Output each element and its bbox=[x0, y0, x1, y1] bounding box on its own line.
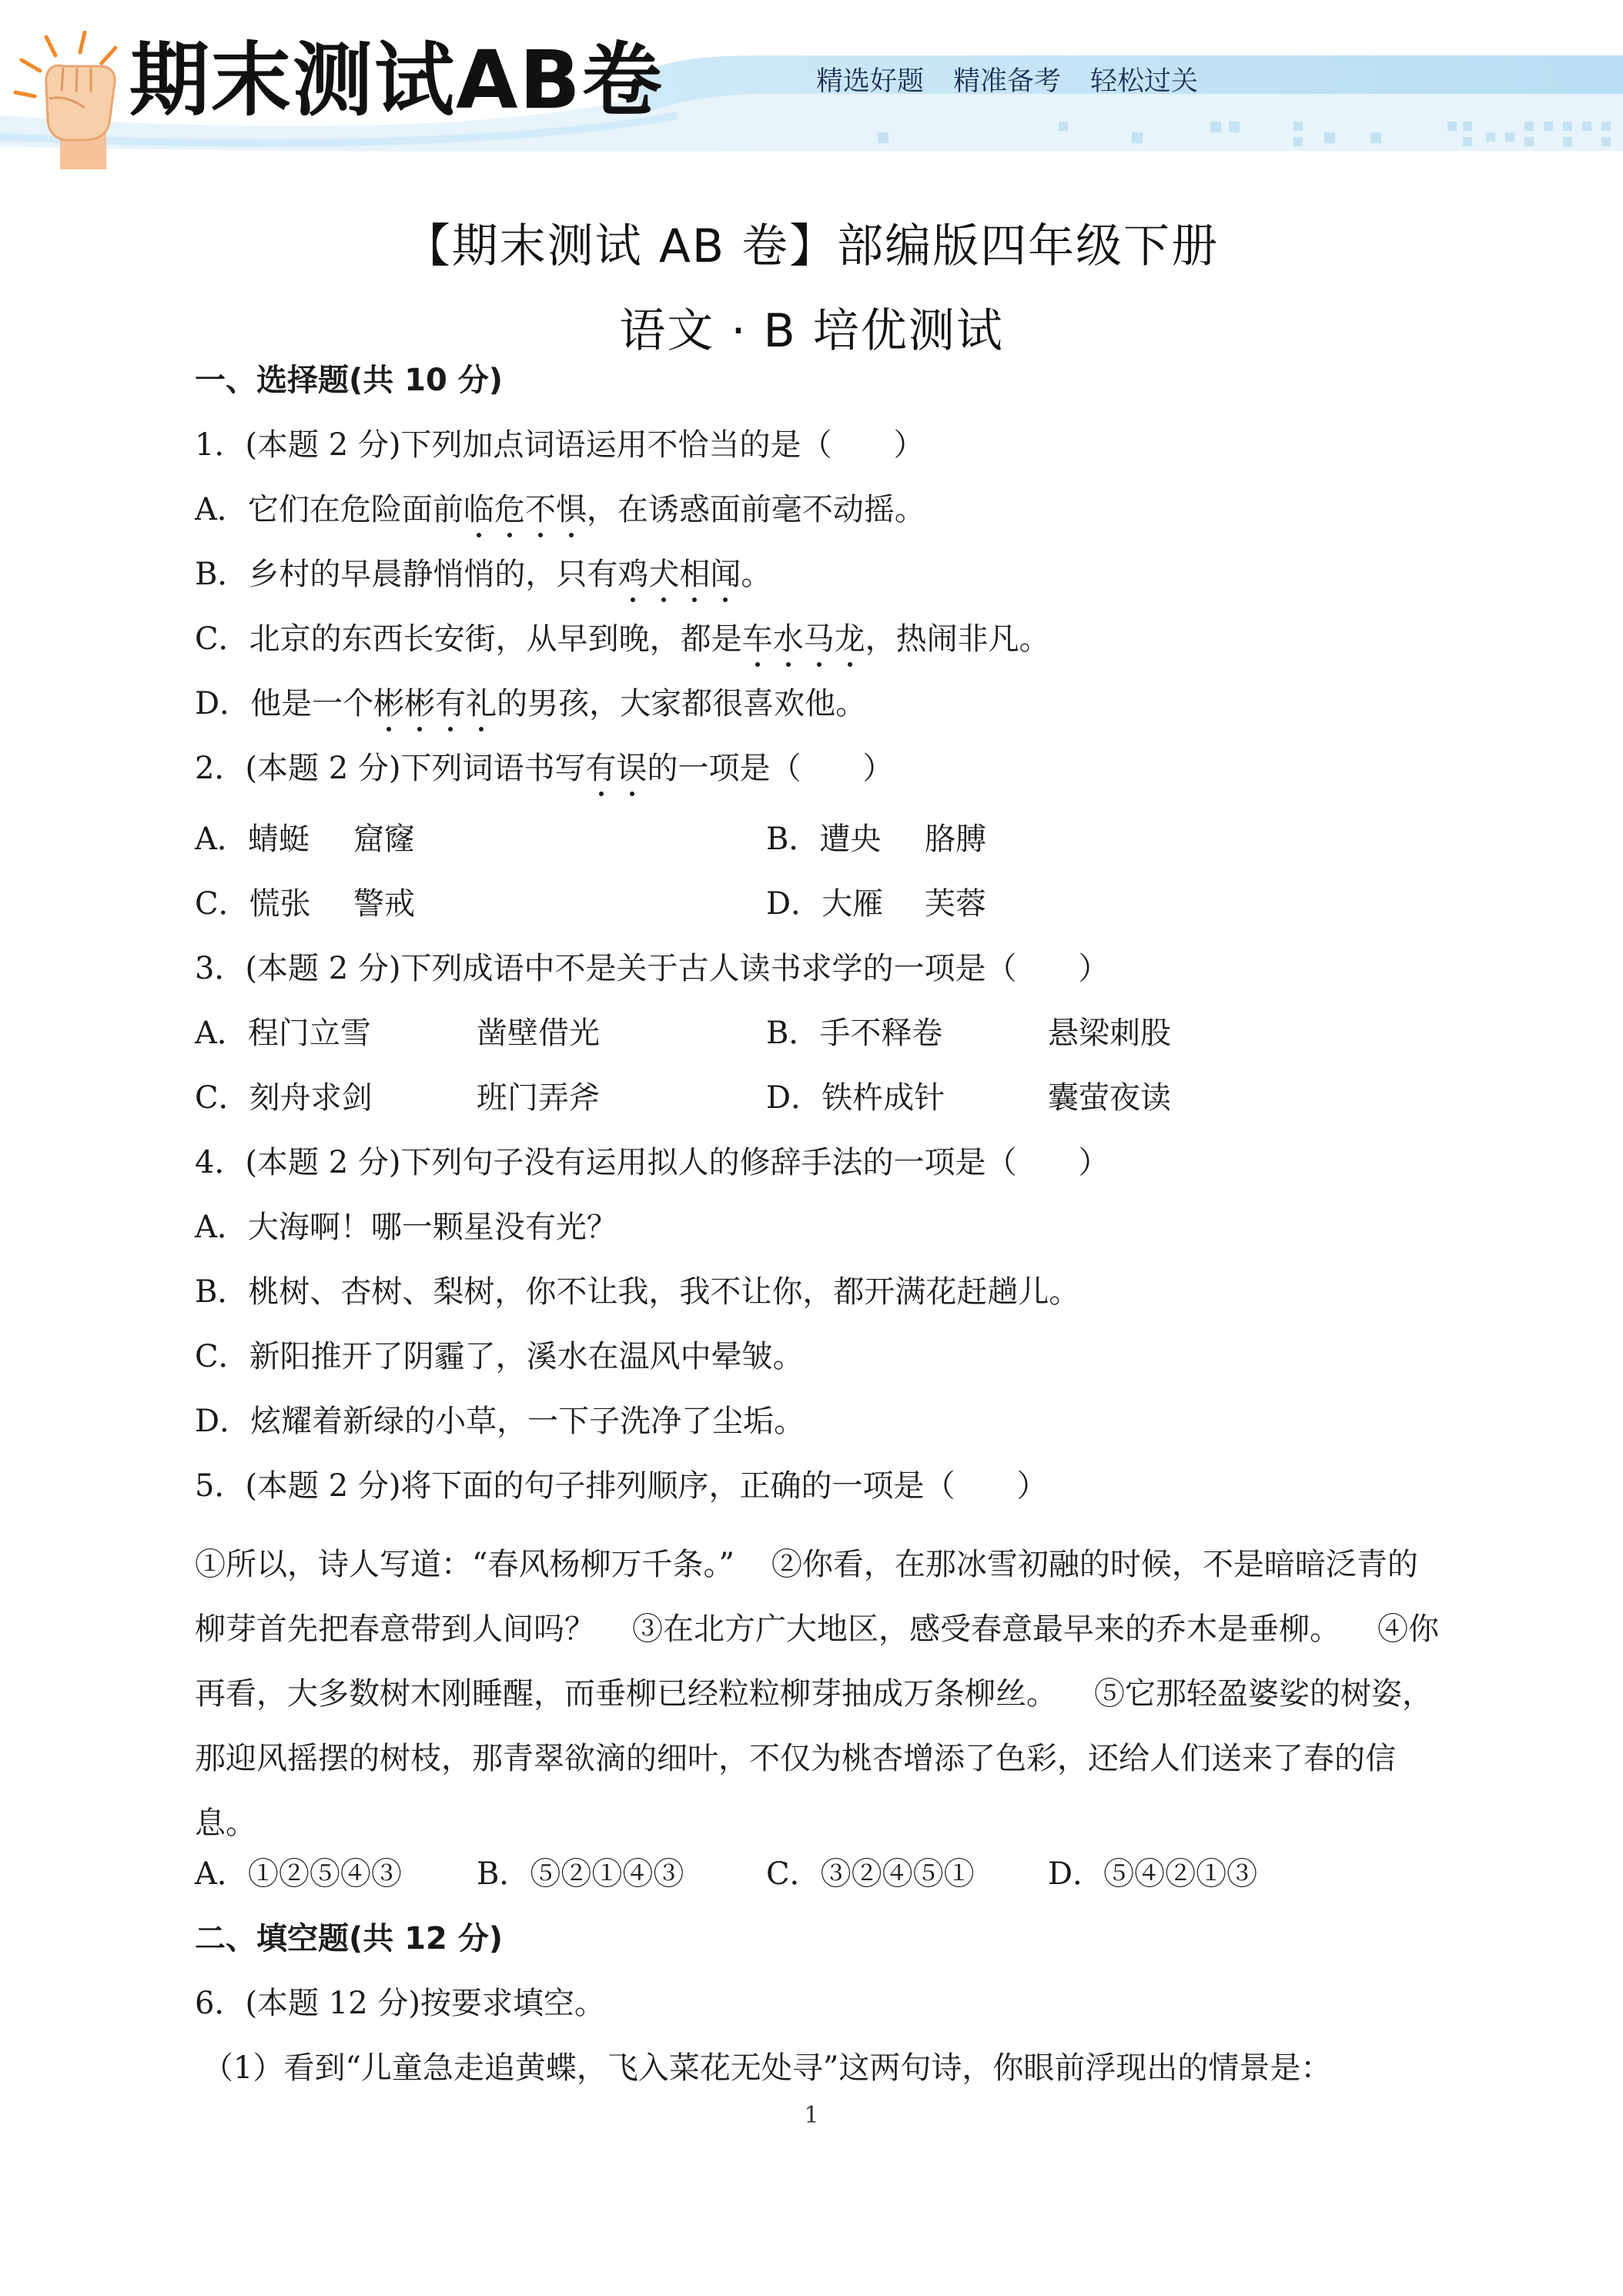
exam-content bbox=[195, 362, 1450, 2114]
option-text: ，在诱惑面前毫不动摇。 bbox=[586, 492, 925, 527]
dotted-char: 闻 bbox=[710, 557, 741, 592]
option-row bbox=[195, 1856, 1450, 1920]
option-c: C．慌张 bbox=[195, 886, 311, 922]
option-d-word2: 芙蓉 bbox=[925, 886, 986, 922]
option-c: C．新阳推开了阴霾了，溪水在温风中晕皱。 bbox=[195, 1339, 804, 1374]
option-b: B．⑤②①④③ bbox=[477, 1856, 684, 1892]
sentence-3: ③在北方广大地区，感受春意最早来的乔木是垂柳。 bbox=[632, 1612, 1340, 1647]
sub-question: （1）看到“儿童急走追黄蝶，飞入菜花无处寻”这两句诗，你眼前浮现出的情景是： bbox=[202, 2050, 1332, 2086]
option-a: A．①②⑤④③ bbox=[195, 1856, 402, 1892]
option-d-word2: 囊萤夜读 bbox=[1048, 1080, 1171, 1116]
document-title: 【期末测试 AB 卷】部编版四年级下册 bbox=[403, 219, 1220, 273]
question-stem: 1．(本题 2 分)下列加点词语运用不恰当的是（ ） bbox=[195, 427, 925, 463]
sentence-passage bbox=[195, 1532, 1442, 1856]
option-b-word2: 悬梁刺股 bbox=[1048, 1016, 1171, 1051]
option-text: C．北京的东西长安街，从早到晚，都是 bbox=[195, 621, 742, 657]
brand-title: 期末测试AB卷 bbox=[129, 33, 664, 127]
stem-text: 的一项是（ ） bbox=[647, 751, 894, 786]
dotted-char: 危 bbox=[494, 492, 525, 527]
option-row bbox=[195, 1015, 1450, 1079]
document-subtitle: 语文 · B 培优测试 bbox=[619, 304, 1004, 358]
option-d: D．炫耀着新绿的小草，一下子洗净了尘垢。 bbox=[195, 1404, 805, 1439]
dotted-char: 有 bbox=[585, 751, 617, 786]
option-a-word2: 窟窿 bbox=[353, 822, 415, 857]
option-b: B．遭央 bbox=[766, 822, 882, 857]
option-a-word2: 凿壁借光 bbox=[477, 1016, 600, 1051]
question-stem: 3．(本题 2 分)下列成语中不是关于古人读书求学的一项是（ ） bbox=[195, 951, 1109, 986]
question-stem: 5．(本题 2 分)将下面的句子排列顺序，正确的一项是（ ） bbox=[195, 1468, 1048, 1504]
slogan-item: 轻松过关 bbox=[1090, 66, 1199, 97]
header-banner bbox=[0, 0, 1623, 169]
option-text: 的男孩，大家都很喜欢他。 bbox=[497, 686, 867, 721]
dotted-char: 鸡 bbox=[617, 557, 649, 592]
dotted-char: 犬 bbox=[648, 557, 680, 592]
dotted-char: 临 bbox=[463, 492, 494, 527]
dotted-word bbox=[586, 751, 648, 786]
option-a bbox=[195, 491, 1450, 556]
sentence-2: ②你看，在那冰雪初融的时候，不是暗暗泛青的柳芽首先把春意带到人间吗？ bbox=[195, 1547, 1418, 1647]
option-d: D．大雁 bbox=[766, 886, 884, 922]
option-a: A．大海啊！哪一颗星没有光？ bbox=[195, 1210, 617, 1245]
option-c: C．③②④⑤① bbox=[766, 1856, 975, 1892]
option-d: D．⑤④②①③ bbox=[1048, 1856, 1258, 1892]
section-heading: 一、选择题(共 10 分) bbox=[195, 363, 504, 398]
sentence-5: ⑤它那轻盈婆娑的树姿，那迎风摇摆的树枝，那青翠欲滴的细叶，不仅为桃杏增添了色彩，还给人们送来了春的信息。 bbox=[195, 1676, 1433, 1841]
dotted-char: 惧 bbox=[555, 492, 587, 527]
option-a: A．蜻蜓 bbox=[195, 822, 310, 857]
option-c-word2: 班门弄斧 bbox=[477, 1080, 600, 1116]
option-c bbox=[195, 621, 1450, 685]
slogan-item: 精选好题 bbox=[816, 66, 925, 97]
page-number: 1 bbox=[804, 2102, 819, 2129]
dotted-char: 车 bbox=[741, 621, 773, 657]
option-row bbox=[195, 885, 1450, 950]
option-a: A．程门立雪 bbox=[195, 1016, 371, 1051]
dotted-word bbox=[742, 621, 865, 657]
dotted-char: 水 bbox=[772, 621, 804, 657]
option-text: 。 bbox=[741, 557, 772, 592]
option-c: C．刻舟求剑 bbox=[195, 1080, 373, 1116]
option-c-word2: 警戒 bbox=[353, 886, 415, 922]
dotted-word bbox=[617, 557, 741, 592]
dotted-char: 马 bbox=[803, 621, 835, 657]
dotted-char: 彬 bbox=[404, 686, 436, 721]
raised-fist-icon bbox=[0, 0, 131, 169]
option-b: B．桃树、杏树、梨树，你不让我，我不让你，都开满花赶趟儿。 bbox=[195, 1274, 1080, 1310]
option-d: D．铁杵成针 bbox=[766, 1080, 945, 1116]
question-stem: 4．(本题 2 分)下列句子没有运用拟人的修辞手法的一项是（ ） bbox=[195, 1145, 1109, 1180]
dotted-char: 有 bbox=[435, 686, 467, 721]
question-stem: 6．(本题 12 分)按要求填空。 bbox=[195, 1986, 605, 2021]
slogans bbox=[816, 60, 1198, 99]
option-b bbox=[195, 556, 1450, 621]
slogan-item: 精准备考 bbox=[953, 66, 1062, 97]
option-b-word2: 胳膊 bbox=[925, 822, 986, 857]
sentence-4: ④你再看，大多数树木刚睡醒，而垂柳已经粒粒柳芽抽成万条柳丝。 bbox=[195, 1612, 1439, 1712]
section-heading: 二、填空题(共 12 分) bbox=[195, 1921, 504, 1956]
option-row bbox=[195, 821, 1450, 885]
sentence-1: ①所以，诗人写道：“春风杨柳万千条。” bbox=[195, 1547, 735, 1582]
dotted-word bbox=[373, 686, 497, 721]
dotted-char: 龙 bbox=[834, 621, 865, 657]
option-text: ，热闹非凡。 bbox=[865, 621, 1050, 657]
dotted-char: 误 bbox=[616, 751, 648, 786]
option-text: A．它们在危险面前 bbox=[195, 492, 463, 527]
option-b: B．手不释卷 bbox=[766, 1016, 943, 1051]
option-text: D．他是一个 bbox=[195, 686, 374, 721]
option-text: B．乡村的早晨静悄悄的，只有 bbox=[195, 557, 618, 592]
option-row bbox=[195, 1079, 1450, 1144]
dotted-char: 不 bbox=[524, 492, 556, 527]
stem-text: 2．(本题 2 分)下列词语书写 bbox=[195, 751, 586, 786]
question-stem bbox=[195, 750, 1450, 815]
dotted-char: 礼 bbox=[466, 686, 497, 721]
dotted-word bbox=[463, 492, 587, 527]
dotted-char: 彬 bbox=[373, 686, 405, 721]
dotted-char: 相 bbox=[679, 557, 711, 592]
option-d bbox=[195, 685, 1450, 750]
